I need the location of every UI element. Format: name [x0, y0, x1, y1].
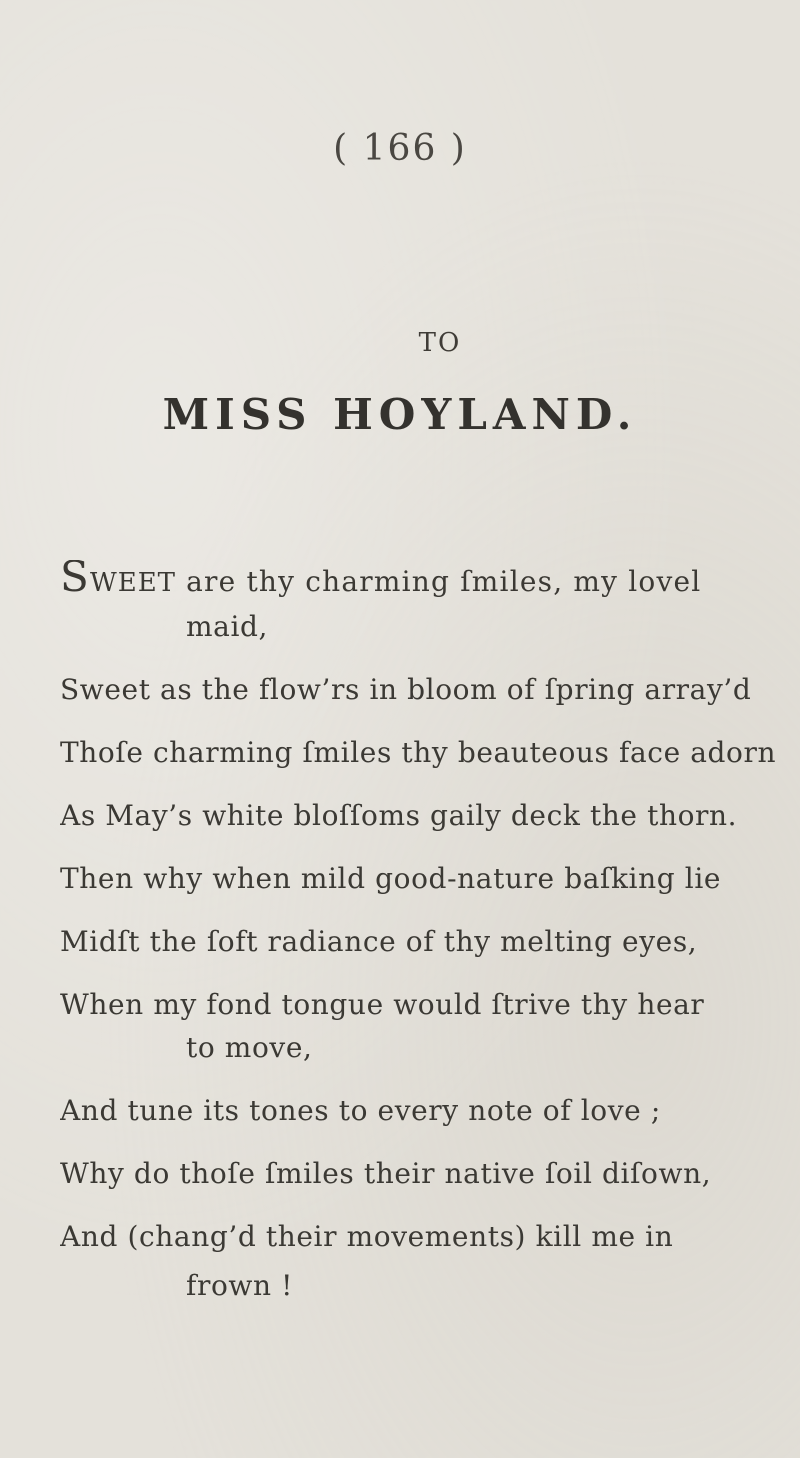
- poem-line-1-continuation: maid,: [186, 610, 269, 643]
- poem-line-5: Then why when mild good-nature baſking lie: [60, 862, 722, 895]
- poem: [60, 560, 800, 1307]
- drop-cap: S: [60, 560, 90, 601]
- dedication-name: MISS HOYLAND.: [162, 390, 638, 439]
- poem-line-8: And tune its tones to every note of love ;: [60, 1094, 661, 1127]
- poem-line-1: [60, 560, 800, 605]
- poem-line-7: When my fond tongue would ſtrive thy hear: [60, 988, 705, 1021]
- poem-line-3: Thoſe charming ſmiles thy beauteous face adorn: [60, 736, 777, 769]
- poem-line-10-continuation: frown !: [186, 1269, 293, 1302]
- poem-line-10: And (chang’d their movements) kill me in: [60, 1220, 674, 1253]
- poem-line-6: Midſt the ſoft radiance of thy melting eyes,: [60, 925, 698, 958]
- small-caps: WEET: [89, 568, 177, 598]
- poem-line-1-text: are thy charming ſmiles, my lovel: [176, 565, 702, 598]
- poem-line-9: Why do thoſe ſmiles their native ſoil diſown,: [60, 1157, 712, 1190]
- dedication-to: TO: [418, 328, 462, 358]
- poem-line-4: As May’s white bloſſoms gaily deck the thorn.: [60, 799, 738, 832]
- poem-line-2: Sweet as the flow’rs in bloom of ſpring array’d: [60, 673, 752, 706]
- poem-line-7-continuation: to move,: [186, 1031, 313, 1064]
- page-number: ( 166 ): [333, 128, 467, 169]
